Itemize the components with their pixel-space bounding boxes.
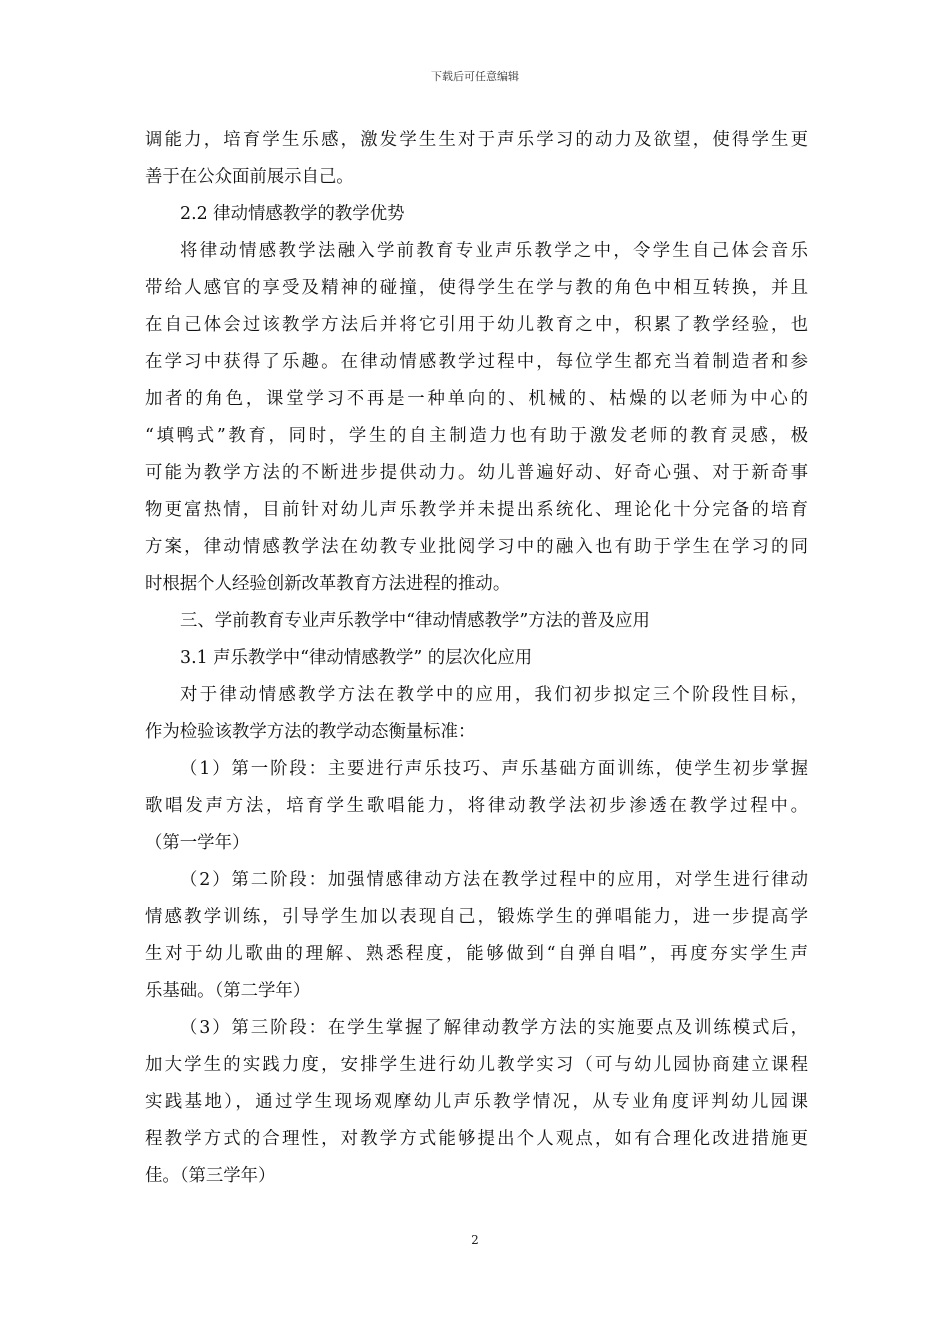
text-line: 佳。（第三学年）	[145, 1166, 276, 1186]
text-line: 生对于幼儿歌曲的理解、熟悉程度，能够做到“自弹自唱”，再度夯实学生声	[145, 944, 808, 964]
text-line: （2）第二阶段：加强情感律动方法在教学过程中的应用，对学生进行律动	[180, 870, 808, 890]
text-line: 3.1 声乐教学中“律动情感教学” 的层次化应用	[180, 648, 533, 668]
text-line: “填鸭式”教育，同时，学生的自主制造力也有助于激发老师的教育灵感，极	[145, 426, 808, 446]
text-line: 歌唱发声方法，培育学生歌唱能力，将律动教学法初步渗透在教学过程中。	[145, 796, 808, 816]
text-line: 2.2 律动情感教学的教学优势	[180, 204, 405, 224]
text-line: 乐基础。（第二学年）	[145, 981, 311, 1001]
text-line: 时根据个人经验创新改革教育方法进程的推动。	[145, 574, 511, 594]
text-line: 情感教学训练，引导学生加以表现自己，锻炼学生的弹唱能力，进一步提高学	[145, 907, 808, 927]
page-header: 下载后可任意编辑	[431, 70, 519, 83]
text-line: 加大学生的实践力度，安排学生进行幼儿教学实习（可与幼儿园协商建立课程	[145, 1055, 808, 1075]
text-line: 物更富热情，目前针对幼儿声乐教学并未提出系统化、理论化十分完备的培育	[145, 500, 808, 520]
text-line: 加者的角色，课堂学习不再是一种单向的、机械的、枯燥的以老师为中心的	[145, 389, 808, 409]
text-line: 实践基地），通过学生现场观摩幼儿声乐教学情况，从专业角度评判幼儿园课	[145, 1092, 808, 1112]
text-line: 对于律动情感教学方法在教学中的应用，我们初步拟定三个阶段性目标，	[180, 685, 808, 705]
text-line: 在自己体会过该教学方法后并将它引用于幼儿教育之中，积累了教学经验，也	[145, 315, 808, 335]
text-line: 作为检验该教学方法的教学动态衡量标准：	[145, 722, 476, 742]
text-line: 可能为教学方法的不断进步提供动力。幼儿普遍好动、好奇心强、对于新奇事	[145, 463, 808, 483]
text-line: （第一学年）	[145, 833, 250, 853]
document-body	[145, 122, 808, 1195]
text-line: （1）第一阶段：主要进行声乐技巧、声乐基础方面训练，使学生初步掌握	[180, 759, 808, 779]
page-number: 2	[471, 1233, 479, 1247]
text-line: 调能力，培育学生乐感，激发学生生对于声乐学习的动力及欲望，使得学生更	[145, 130, 808, 150]
text-line: 在学习中获得了乐趣。在律动情感教学过程中，每位学生都充当着制造者和参	[145, 352, 808, 372]
text-line: 程教学方式的合理性，对教学方式能够提出个人观点，如有合理化改进措施更	[145, 1129, 808, 1149]
text-line: 善于在公众面前展示自己。	[145, 167, 354, 187]
text-line: 带给人感官的享受及精神的碰撞，使得学生在学与教的角色中相互转换，并且	[145, 278, 808, 298]
text-line: 三、学前教育专业声乐教学中“律动情感教学”方法的普及应用	[180, 611, 650, 631]
text-line: 方案，律动情感教学法在幼教专业批阅学习中的融入也有助于学生在学习的同	[145, 537, 808, 557]
text-line: 将律动情感教学法融入学前教育专业声乐教学之中，令学生自己体会音乐	[180, 241, 808, 261]
text-line: （3）第三阶段：在学生掌握了解律动教学方法的实施要点及训练模式后，	[180, 1018, 808, 1038]
